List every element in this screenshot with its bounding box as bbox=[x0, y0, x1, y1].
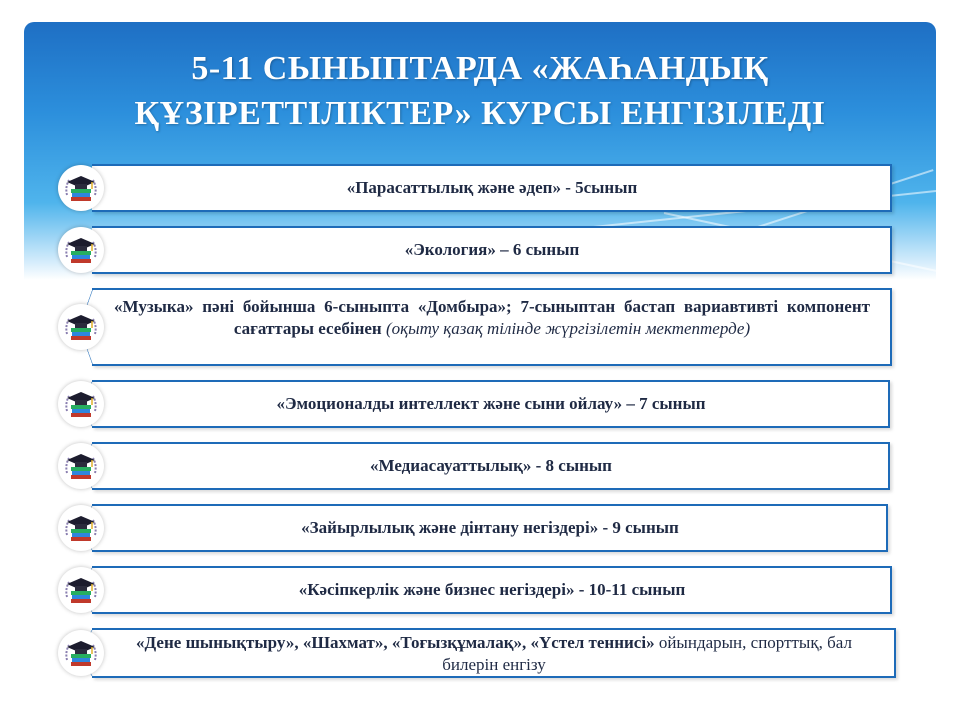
graduation-cap-books-icon bbox=[58, 304, 104, 350]
list-item-box bbox=[92, 288, 892, 366]
list-item-box bbox=[92, 442, 890, 490]
list-item-box bbox=[92, 628, 896, 678]
list-item bbox=[58, 628, 896, 678]
list-item bbox=[58, 380, 890, 428]
graduation-cap-books-icon bbox=[58, 567, 104, 613]
list-item-text: «Музыка» пәні бойынша 6-сыныпта «Домбыра»; 7-сыныптан бастап вариавтивті компонент сағаттары есебінен bbox=[114, 297, 870, 338]
list-item bbox=[58, 226, 892, 274]
list-item-box bbox=[92, 226, 892, 274]
list-item-text-rest: ойындарын, спорттық, бал билерін енгізу bbox=[442, 633, 852, 674]
list-item-box bbox=[92, 164, 892, 212]
list-item-box bbox=[92, 380, 890, 428]
list-item-note: (оқыту қазақ тілінде жүргізілетін мектептерде) bbox=[385, 319, 751, 338]
list-item-text: «Медиасауаттылық» - 8 сынып bbox=[370, 456, 612, 475]
list-item bbox=[58, 566, 892, 614]
list-item-text: «Парасаттылық және әдеп» - 5сынып bbox=[346, 178, 638, 197]
list-item bbox=[58, 504, 888, 552]
graduation-cap-books-icon bbox=[58, 227, 104, 273]
slide-title-line-2: ҚҰЗІРЕТТІЛІКТЕР» КУРСЫ ЕНГІЗІЛЕДІ bbox=[134, 95, 826, 132]
list-item-text: «Эмоционалды интеллект және сыни ойлау» – 7 сынып bbox=[276, 394, 706, 413]
slide-title-line-1: 5-11 СЫНЫПТАРДА «ЖАҺАНДЫҚ bbox=[191, 50, 769, 87]
list-item-text: «Кәсіпкерлік және бизнес негіздері» - 10-11 сынып bbox=[298, 580, 686, 599]
graduation-cap-books-icon bbox=[58, 443, 104, 489]
list-item-text: «Экология» – 6 сынып bbox=[404, 240, 580, 259]
graduation-cap-books-icon bbox=[58, 505, 104, 551]
graduation-cap-books-icon bbox=[58, 630, 104, 676]
list-item bbox=[58, 442, 890, 490]
list-item-text: «Зайырлылық және дінтану негіздері» - 9 сынып bbox=[301, 518, 679, 537]
slide-title bbox=[24, 46, 936, 136]
list-item bbox=[58, 288, 892, 366]
list-item-box bbox=[92, 566, 892, 614]
list-item-box bbox=[92, 504, 888, 552]
graduation-cap-books-icon bbox=[58, 165, 104, 211]
graduation-cap-books-icon bbox=[58, 381, 104, 427]
list-item bbox=[58, 164, 892, 212]
list-item-text: «Дене шынықтыру», «Шахмат», «Тоғызқұмалақ», «Үстел теннисі» bbox=[136, 633, 655, 652]
